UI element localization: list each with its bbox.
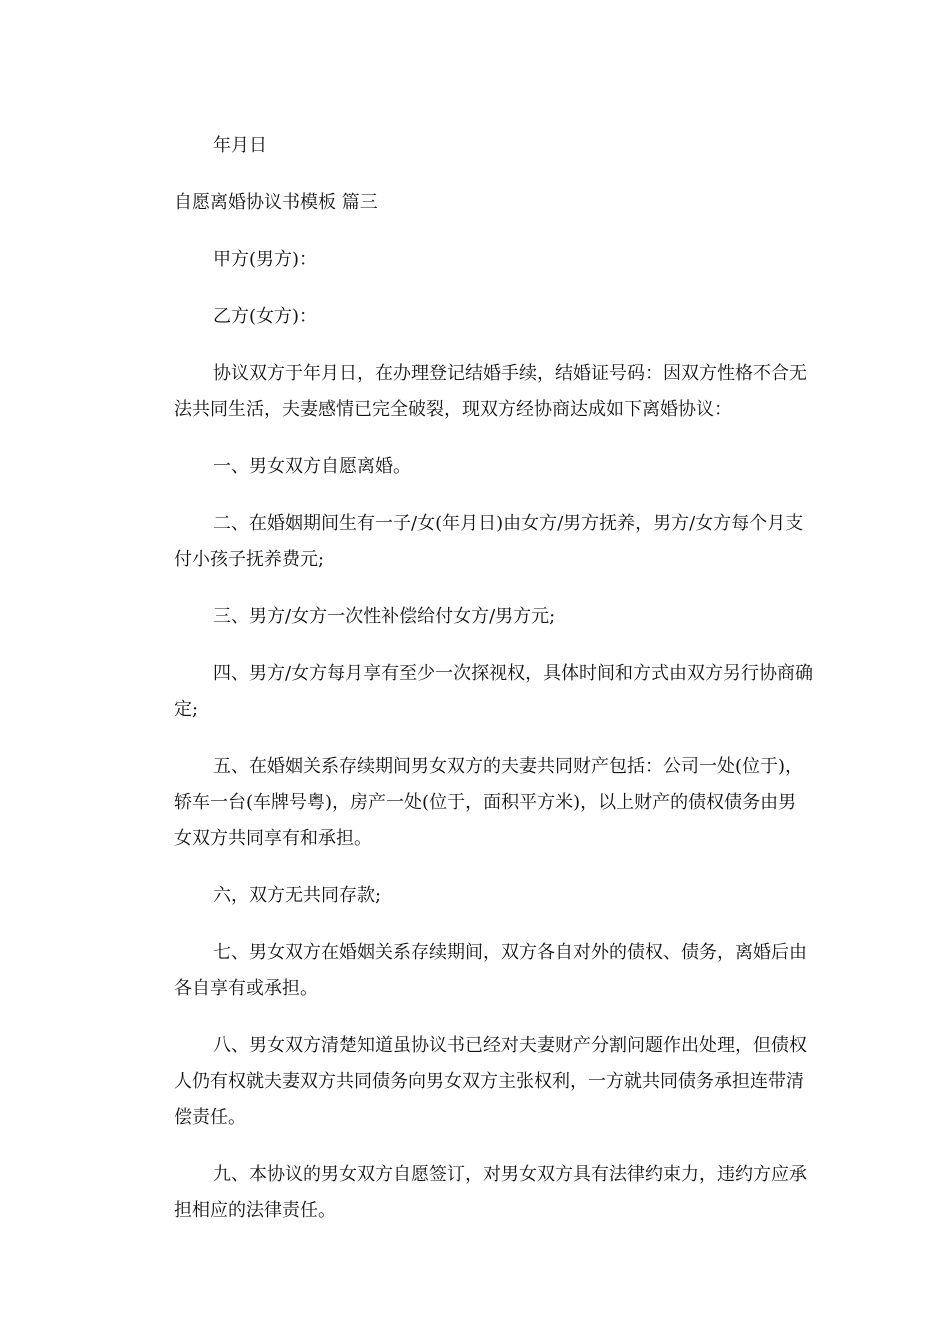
party-b-line: 乙方(女方)： — [213, 306, 318, 327]
clause-8: 八、男女双方清楚知道虽协议书已经对夫妻财产分割问题作出处理，但债权人仍有权就夫妻双方共同债务向男女双方主张权利，一方就共同债务承担连带清偿责任。 — [174, 1035, 807, 1128]
intro-paragraph: 协议双方于年月日，在办理登记结婚手续，结婚证号码：因双方性格不合无法共同生活，夫妻感情已完全破裂，现双方经协商达成如下离婚协议： — [174, 363, 807, 420]
clause-7: 七、男女双方在婚姻关系存续期间，双方各自对外的债权、债务，离婚后由各自享有或承担。 — [174, 942, 807, 999]
clause-1: 一、男女双方自愿离婚。 — [213, 456, 411, 477]
clause-3: 三、男方/女方一次性补偿给付女方/男方元; — [213, 606, 556, 627]
document-body — [174, 128, 814, 1250]
clause-6: 六，双方无共同存款; — [213, 885, 382, 906]
clause-5: 五、在婚姻关系存续期间男女双方的夫妻共同财产包括：公司一处(位于)，轿车一台(车牌号粤)，房产一处(位于，面积平方米)，以上财产的债权债务由男女双方共同享有和承担。 — [174, 756, 804, 849]
document-heading: 自愿离婚协议书模板 篇三 — [174, 192, 378, 213]
date-line: 年月日 — [213, 135, 267, 156]
party-a-line: 甲方(男方)： — [213, 249, 318, 270]
clause-9: 九、本协议的男女双方自愿签订，对男女双方具有法律约束力，违约方应承担相应的法律责任。 — [174, 1164, 807, 1221]
clause-4: 四、男方/女方每月享有至少一次探视权，具体时间和方式由双方另行协商确定; — [174, 663, 814, 720]
clause-2: 二、在婚姻期间生有一子/女(年月日)由女方/男方抚养，男方/女方每个月支付小孩子抚养费元; — [174, 513, 804, 570]
